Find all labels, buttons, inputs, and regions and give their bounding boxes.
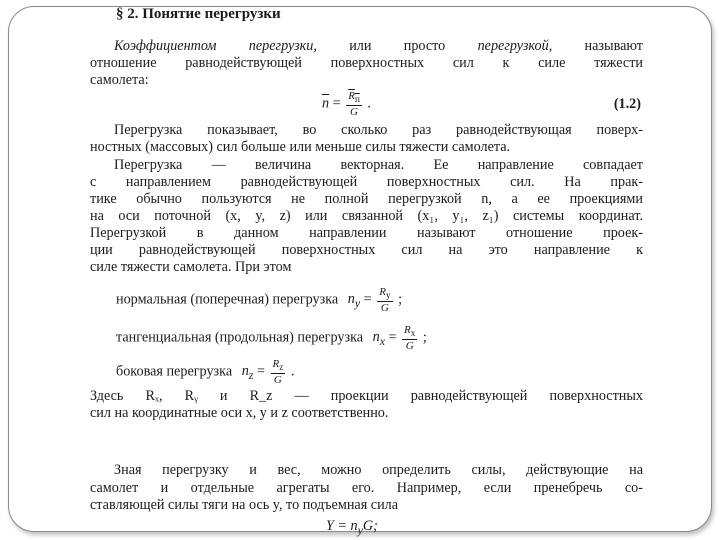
para3-line-3: тике обычно пользуются не полной перегрузкой n, а ее проекциями bbox=[90, 191, 643, 207]
equation-lift-force: $Y = n_yG$; bbox=[326, 518, 378, 537]
term-coefficient: Коэффициентом перегрузки, bbox=[114, 38, 317, 54]
para4-line-2: сил на координатные оси x, y и z соответственно. bbox=[90, 405, 389, 421]
fraction: $\frac{R_x}{G}$ bbox=[404, 324, 416, 353]
term-overload: перегрузкой, bbox=[477, 38, 553, 54]
section-heading bbox=[116, 6, 281, 23]
equation-lateral-overload: боковая перегрузка $n_z$ = $\frac{R_z}{G}$ . bbox=[116, 358, 295, 387]
equation-tangential-overload: тангенциальная (продольная) перегрузка $n_x$ = $\frac{R_x}{G}$ ; bbox=[116, 324, 427, 353]
para5-line-2: самолет и отдельные агрегаты его. Например, если пренебречь со- bbox=[90, 480, 643, 496]
para5-line-3: ставляющей силы тяги на ось y, то подъемная сила bbox=[90, 497, 399, 513]
para2-line-2: ностных (массовых) сил больше или меньше силы тяжести самолета. bbox=[90, 139, 511, 155]
fraction: $\frac{R_z}{G}$ bbox=[272, 358, 284, 387]
equation-number: (1.2) bbox=[613, 96, 641, 112]
equation-1-2: $\overline{n}$ = $\frac{R_п}{G}$ . bbox=[322, 90, 371, 119]
section-number: § 2. bbox=[116, 6, 139, 22]
fraction: $\frac{R_y}{G}$ bbox=[379, 286, 391, 315]
para3-line-5: Перегрузкой в данном направлении называют отношение проек- bbox=[90, 225, 643, 241]
para3-line-4: на оси поточной (x, y, z) или связанной (x₁, y₁, z₁) системы координат. bbox=[90, 208, 643, 224]
para2-line-1: Перегрузка показывает, во сколько раз равнодействующая поверх- bbox=[114, 122, 643, 138]
para3-line-2: с направлением равнодействующей поверхностных сил. На прак- bbox=[90, 174, 643, 190]
fraction: $\frac{R_п}{G}$ bbox=[348, 90, 360, 119]
para3-line-7: силе тяжести самолета. При этом bbox=[90, 259, 292, 275]
para4-line-1: Здесь Rₓ, Rᵧ и R_z — проекции равнодействующей поверхностных bbox=[90, 388, 643, 404]
intro-line-2: отношение равнодействующей поверхностных сил к силе тяжести bbox=[90, 55, 643, 71]
section-title: Понятие перегрузки bbox=[142, 6, 281, 22]
intro-line-3: самолета: bbox=[90, 72, 149, 88]
para3-line-6: ции равнодействующей поверхностных сил на это направление к bbox=[90, 242, 643, 258]
para3-line-1: Перегрузка — величина векторная. Ее направление совпадает bbox=[114, 157, 643, 173]
para5-line-1: Зная перегрузку и вес, можно определить силы, действующие на bbox=[114, 462, 643, 478]
equation-normal-overload: нормальная (поперечная) перегрузка $n_y$ = $\frac{R_y}{G}$ ; bbox=[116, 286, 403, 315]
document-page bbox=[86, 0, 661, 540]
intro-line-1: Коэффициентом перегрузки, или просто перегрузкой, называют bbox=[114, 38, 643, 54]
